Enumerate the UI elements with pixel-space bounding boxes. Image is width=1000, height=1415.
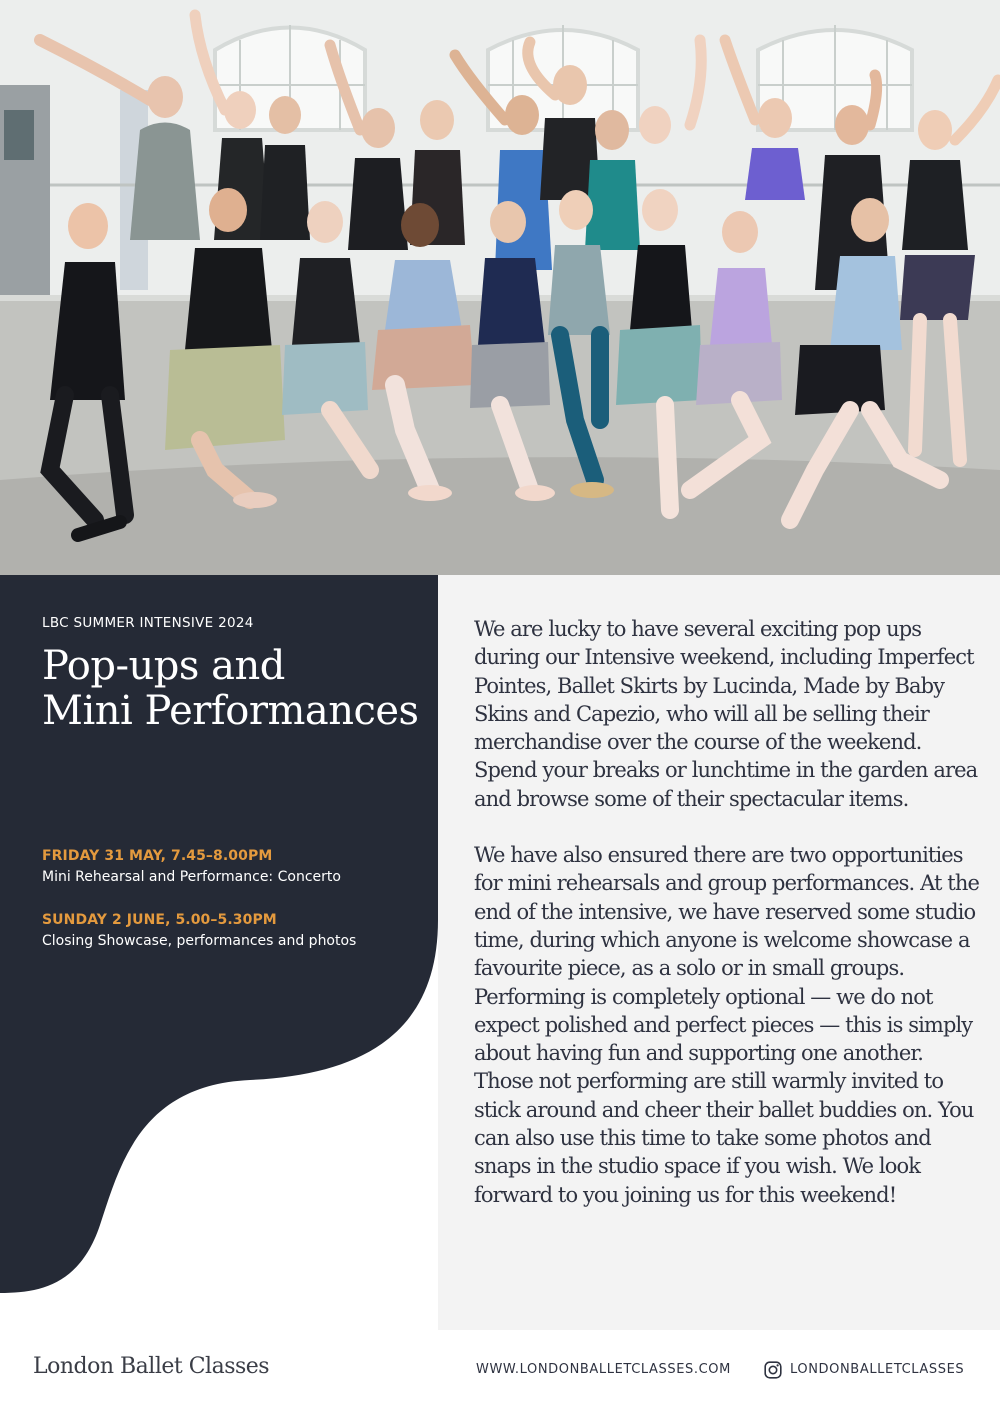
event-description: Closing Showcase, performances and photos [42,933,357,949]
event-eyebrow: LBC SUMMER INTENSIVE 2024 [42,615,254,631]
event-item [42,846,432,888]
body-copy [474,615,979,1209]
body-paragraph-1: We are lucky to have several exciting pop ups during our Intensive weekend, including Imperfect Pointes, Ballet Skirts by Lucinda, Made by Baby Skins and Capezio, who will all be selling their merchandise over the course of the weekend. Spend your breaks or lunchtime in the garden area and browse some of their spectacular items. [474,617,978,811]
event-description: Mini Rehearsal and Performance: Concerto [42,869,341,885]
brand-logo-text: London Ballet Classes [33,1354,270,1379]
instagram-handle[interactable]: LONDONBALLETCLASSES [790,1362,965,1377]
footer [0,1330,1000,1415]
instagram-icon[interactable] [764,1361,782,1379]
event-item [42,910,432,952]
title-line-1: Pop-ups and [42,643,285,689]
event-date: FRIDAY 31 MAY, 7.45–8.00PM [42,848,273,864]
group-photo [0,0,1000,575]
body-paragraph-2: We have also ensured there are two opportunities for mini rehearsals and group performances. At the end of the intensive, we have reserved some studio time, during which anyone is welcome showcase a favourite piece, as a solo or in small groups. Performing is completely optional — we do not expect polished and perfect pieces — this is simply about having fun and supporting one another. Those not performing are still warmly invited to stick around and cheer their ballet buddies on. You can also use this time to take some photos and snaps in the studio space if you wish. We look forward to you joining us for this weekend! [474,843,979,1207]
title-line-2: Mini Performances [42,688,419,734]
page-title [42,644,432,734]
event-date: SUNDAY 2 JUNE, 5.00–5.30PM [42,912,277,928]
website-link[interactable]: WWW.LONDONBALLETCLASSES.COM [476,1362,731,1377]
studio-scene [0,0,1000,575]
